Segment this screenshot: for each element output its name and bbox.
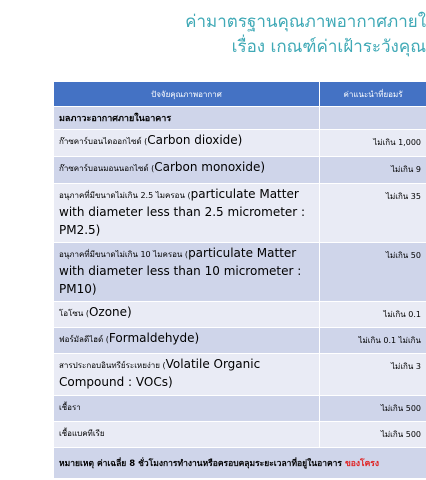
- factor-thai: ก๊าซคาร์บอนมอนนอกไซด์ (: [59, 164, 155, 173]
- factor-thai: โอโซน (: [59, 309, 89, 318]
- table-row: [54, 184, 426, 243]
- factor-value: ไม่เกิน 50: [320, 243, 426, 302]
- factor-english: Volatile Organic Compound : VOCs): [59, 357, 261, 389]
- factor-thai: ก๊าซคาร์บอนไดออกไซด์ (: [59, 137, 148, 146]
- table-row: [54, 243, 426, 302]
- note-row: [54, 448, 426, 479]
- note-highlight: ของโครง: [344, 459, 379, 469]
- section-row: [54, 107, 426, 130]
- factor-thai: สารประกอบอินทรีย์ระเหยง่าย (: [59, 361, 166, 370]
- factor-value: ไม่เกิน 0.1: [320, 302, 426, 328]
- factor-english: Carbon monoxide): [154, 160, 266, 174]
- table-row: [54, 302, 426, 328]
- header-recommended-value: ค่าแนะนำที่ยอมรั: [320, 82, 426, 107]
- factor-value: ไม่เกิน 0.1 ไม่เกิน: [320, 328, 426, 354]
- factor-value: ไม่เกิน 500: [320, 422, 426, 448]
- table-row: [54, 157, 426, 184]
- factor-english: particulate Matter with diameter less than 10 micrometer : PM10): [59, 246, 302, 296]
- factor-value: ไม่เกิน 9: [320, 157, 426, 184]
- factor-value: ไม่เกิน 3: [320, 354, 426, 396]
- section-label: มลภาวะอากาศภายในอาคาร: [54, 107, 320, 130]
- table-row: [54, 354, 426, 396]
- factor-english: particulate Matter with diameter less than 2.5 micrometer : PM2.5): [59, 187, 306, 237]
- header-factor: ปัจจัยคุณภาพอากาศ: [54, 82, 320, 107]
- document-title: [26, 10, 426, 60]
- table-row: [54, 422, 426, 448]
- title-line-1: ค่ามาตรฐานคุณภาพอากาศภายใ: [185, 12, 426, 32]
- table-row: [54, 396, 426, 422]
- factor-thai: อนุภาคที่มีขนาดไม่เกิน 10 ไมครอน (: [59, 250, 189, 259]
- factor-thai: ฟอร์มัลดีไฮด์ (: [59, 335, 109, 344]
- factor-thai: เชื้อรา: [59, 403, 81, 412]
- title-line-2: เรื่อง เกณฑ์ค่าเฝ้าระวังคุณ: [231, 37, 426, 57]
- table-row: [54, 130, 426, 157]
- note-text: หมายเหตุ ค่าเฉลี่ย 8 ชั่วโมงการทำงานหรือครอบคลุมระยะเวลาที่อยู่ในอาคาร: [59, 459, 345, 469]
- air-quality-standards-table: [53, 81, 426, 479]
- table-header-row: [54, 82, 426, 107]
- factor-english: Formaldehyde): [108, 331, 200, 345]
- factor-value: ไม่เกิน 1,000: [320, 130, 426, 157]
- factor-thai: เชื้อแบคทีเรีย: [59, 429, 105, 438]
- factor-thai: อนุภาคที่มีขนาดไม่เกิน 2.5 ไมครอน (: [59, 191, 191, 200]
- table-note: [54, 448, 426, 479]
- factor-english: Ozone): [88, 305, 132, 319]
- factor-english: Carbon dioxide): [147, 133, 243, 147]
- table-row: [54, 328, 426, 354]
- factor-value: ไม่เกิน 500: [320, 396, 426, 422]
- factor-value: ไม่เกิน 35: [320, 184, 426, 243]
